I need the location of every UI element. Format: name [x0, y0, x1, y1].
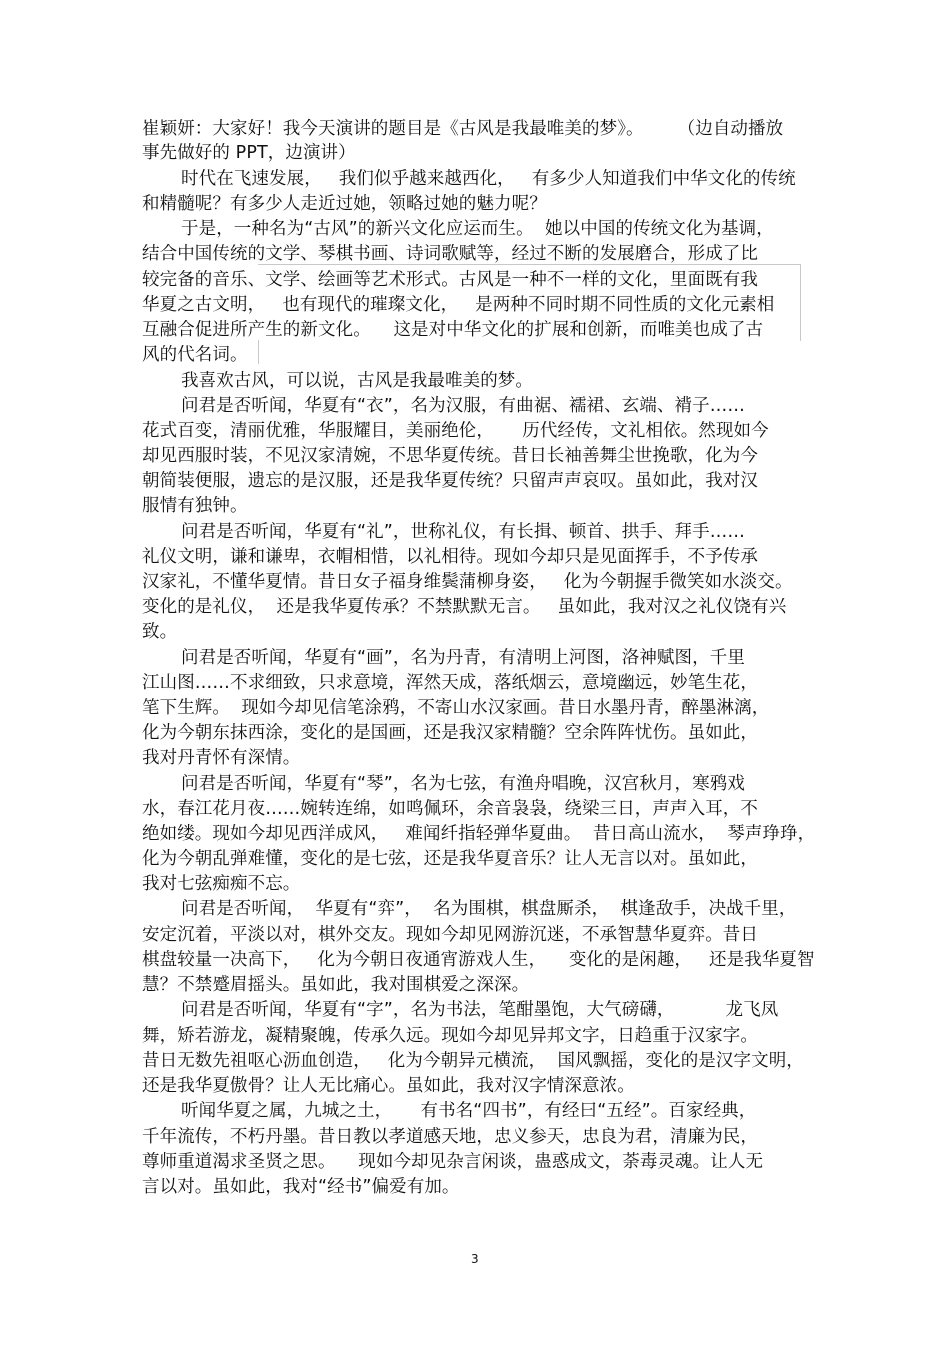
- page-number: 3: [471, 1252, 479, 1266]
- text-line: 和精髓呢？有多少人走近过她，领略过她的魅力呢？: [142, 194, 547, 214]
- text-line: 较完备的音乐、文学、绘画等艺术形式。古风是一种不一样的文化，里面既有我: [142, 270, 758, 290]
- text-line: 时代在飞速发展， 我们似乎越来越西化， 有多少人知道我们中华文化的传统: [181, 169, 796, 189]
- text-line: 言以对。虽如此，我对“经书”偏爱有加。: [142, 1177, 460, 1197]
- text-line: 华夏之古文明， 也有现代的璀璨文化， 是两种不同时期不同性质的文化元素相: [142, 295, 775, 315]
- text-line: 问君是否听闻， 华夏有“弈”， 名为围棋，棋盘厮杀， 棋逢敌手，决战千里，: [181, 899, 797, 919]
- text-line: 朝简装便服，遗忘的是汉服，还是我华夏传统？只留声声哀叹。虽如此，我对汉: [142, 471, 758, 491]
- text-line: 崔颖妍：大家好！我今天演讲的题目是《古风是我最唯美的梦》。 （边自动播放: [142, 119, 784, 139]
- text-line: 问君是否听闻，华夏有“礼”，世称礼仪，有长揖、顿首、拱手、拜手……: [181, 522, 745, 542]
- text-line: 互融合促进所产生的新文化。 这是对中华文化的扩展和创新，而唯美也成了古: [142, 320, 764, 340]
- text-line: 化为今朝东抹西涂，变化的是国画，还是我汉家精髓？空余阵阵忧伤。虽如此，: [142, 723, 758, 743]
- text-line: 风的代名词。: [142, 345, 248, 365]
- text-line: 问君是否听闻，华夏有“琴”，名为七弦，有渔舟唱晚，汉宫秋月，寒鸦戏: [181, 774, 745, 794]
- text-line: 礼仪文明，谦和谦卑，衣帽相惜，以礼相待。现如今却只是见面挥手，不予传承: [142, 547, 758, 567]
- text-line: 致。: [142, 622, 178, 642]
- text-line: 我喜欢古风，可以说，古风是我最唯美的梦。: [181, 371, 533, 391]
- text-line: 服情有独钟。: [142, 496, 248, 516]
- text-line: 变化的是礼仪， 还是我华夏传承？不禁默默无言。 虽如此，我对汉之礼仪饶有兴: [142, 597, 787, 617]
- text-line: 事先做好的 PPT，边演讲）: [142, 143, 356, 163]
- text-line: 汉家礼，不懂华夏情。昔日女子福身维鬓蒲柳身姿， 化为今朝握手微笑如水淡交。: [142, 572, 793, 592]
- text-line: 笔下生辉。 现如今却见信笔涂鸦，不寄山水汉家画。昔日水墨丹青，醉墨淋漓，: [142, 698, 770, 718]
- text-line: 于是，一种名为“古风”的新兴文化应运而生。 她以中国的传统文化为基调，: [181, 219, 774, 239]
- text-line: 昔日无数先祖呕心沥血创造， 化为今朝异元横流， 国风飘摇，变化的是汉字文明，: [142, 1051, 804, 1071]
- text-line: 水，春江花月夜……婉转连绵，如鸣佩环，余音袅袅，绕梁三日，声声入耳，不: [142, 799, 758, 819]
- text-line: 问君是否听闻，华夏有“衣”，名为汉服，有曲裾、襦裙、玄端、褙子……: [181, 396, 745, 416]
- text-line: 花式百变，清丽优雅，华服耀目，美丽绝伦， 历代经传，文礼相依。然现如今: [142, 421, 769, 441]
- text-line: 尊师重道渴求圣贤之思。 现如今却见杂言闲谈，蛊惑成文，荼毒灵魂。让人无: [142, 1152, 764, 1172]
- text-line: 我对七弦痴痴不忘。: [142, 874, 301, 894]
- frame-border-tick: [258, 340, 259, 364]
- text-line: 听闻华夏之属，九城之土， 有书名“四书”，有经曰“五经”。百家经典，: [181, 1101, 757, 1121]
- text-line: 慧？不禁蹙眉摇头。虽如此，我对围棋爱之深深。: [142, 975, 530, 995]
- text-line: 我对丹青怀有深情。: [142, 748, 301, 768]
- text-line: 绝如缕。现如今却见西洋成风， 难闻纤指轻弹华夏曲。 昔日高山流水， 琴声琤琤，: [142, 824, 816, 844]
- text-line: 江山图……不求细致，只求意境，浑然天成，落纸烟云，意境幽远，妙笔生花，: [142, 673, 758, 693]
- text-line: 还是我华夏傲骨？让人无比痛心。虽如此，我对汉字情深意浓。: [142, 1076, 635, 1096]
- text-line: 安定沉着，平淡以对，棋外交友。现如今却见网游沉迷，不承智慧华夏弈。昔日: [142, 925, 758, 945]
- text-line: 舞，矫若游龙，凝精聚魄，传承久远。现如今却见异邦文字，日趋重于汉家字。: [142, 1026, 758, 1046]
- text-line: 问君是否听闻，华夏有“画”，名为丹青，有清明上河图，洛神赋图，千里: [181, 648, 745, 668]
- text-line: 问君是否听闻，华夏有“字”，名为书法，笔酣墨饱，大气磅礴， 龙飞凤: [181, 1000, 779, 1020]
- text-line: 结合中国传统的文学、琴棋书画、诗词歌赋等，经过不断的发展磨合，形成了比: [142, 244, 758, 264]
- text-line: 棋盘较量一决高下， 化为今朝日夜通宵游戏人生， 变化的是闲趣， 还是我华夏智: [142, 950, 815, 970]
- text-line: 化为今朝乱弹难懂，变化的是七弦，还是我华夏音乐？让人无言以对。虽如此，: [142, 849, 758, 869]
- text-line: 却见西服时装，不见汉家清婉，不思华夏传统。昔日长袖善舞尘世挽歌，化为今: [142, 446, 758, 466]
- text-line: 千年流传，不朽丹墨。昔日教以孝道感天地，忠义参天，忠良为君，清廉为民，: [142, 1127, 758, 1147]
